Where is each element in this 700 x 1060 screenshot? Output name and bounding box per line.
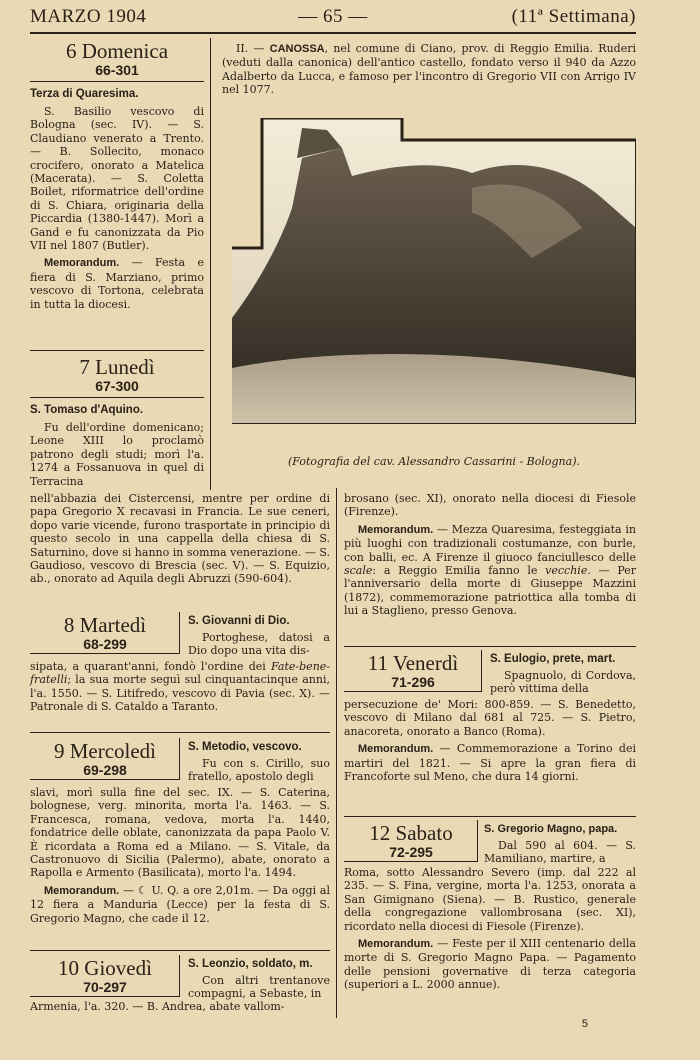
day-12-continuation (344, 866, 636, 994)
day-9-saint: S. Metodio, vescovo. (188, 741, 302, 753)
photo-caption: (Fotografia del cav. Alessandro Cassarini - Bologna). (288, 455, 580, 468)
day-6-name: 6 Domenica (65, 39, 169, 63)
day-11-memorandum (344, 742, 636, 783)
day-10-saint: S. Leonzio, soldato, m. (188, 958, 313, 970)
day-6-memo-text: — Festa e fiera di S. Marziano, primo vescovo di Tortona, celebrata in tutta la diocesi. (30, 256, 204, 311)
mid-lent-memo-c: . — Per l'anniversario della morte di Giuseppe Mazzini (1872), commemorazione patriottica alla tomba di lui a Staglieno, presso Genova. (344, 564, 637, 618)
day-10-text-part2: Armenia, l'a. 320. — B. Andrea, abate vallom- (30, 1000, 285, 1013)
day-9-memorandum (30, 884, 330, 925)
day-11-saint: S. Eulogio, prete, mart. (490, 653, 616, 665)
day-6-section (30, 40, 204, 313)
article-block (222, 42, 636, 99)
mid-lent-memo-label: Memorandum. (358, 523, 434, 536)
day-7-name: 7 Lunedì (79, 355, 155, 379)
day-8-side (188, 614, 330, 660)
day-11-side (490, 652, 636, 698)
day-6-end-rule (30, 350, 204, 351)
day-6-memorandum (30, 256, 204, 311)
day-9-side (188, 740, 330, 786)
header-page-number: — 65 — (298, 6, 368, 27)
day-8-text-part2 (30, 660, 330, 714)
day-11-memo-text: — Commemorazione a Torino dei martiri del 1821. — Si apre la gran fiera di Francoforte sul Meno, che dura 14 giorni. (344, 742, 636, 784)
signature-number: 5 (581, 1018, 588, 1030)
right-column-top (344, 492, 636, 620)
day-7-subtitle: S. Tomaso d'Aquino. (30, 404, 144, 416)
day-12-header (344, 822, 478, 860)
day-11-continuation (344, 698, 636, 785)
day-12-top-rule (344, 816, 636, 817)
day-12-saint: S. Gregorio Magno, papa. (484, 823, 618, 835)
day-12-number: 72-295 (389, 844, 433, 860)
article-title: CANOSSA (269, 43, 325, 55)
day-10-header (30, 957, 180, 995)
day-9-continuation (30, 786, 330, 927)
day-6-number: 66-301 (95, 62, 139, 78)
day-12-memo-text: — Feste per il XIII centenario della morte di S. Gregorio Magno Papa. — Pagamento delle pensioni governative di terza categoria (superiori a L. 2000 annue). (344, 937, 636, 992)
day-8-saint: S. Giovanni di Dio. (188, 615, 290, 627)
day-9-memo-text: — ☾ U. Q. a ore 2,01m. — Da oggi al 12 fiera a Manduria (Lecce) per la festa di S. Gregorio Magno, che cade il 12. (30, 883, 330, 925)
day-9-text-part1: Fu con s. Cirillo, suo fratello, apostolo degli (188, 757, 330, 784)
mid-lent-memorandum (344, 523, 636, 618)
day-8-text-c: ; la sua morte seguì sul cinquantacinque anni, l'a. 1550. — S. Litifredo, vescovo di Pavia (sec. X). — Patronale di S. Cataldo a Taranto. (30, 673, 330, 714)
day-11-text-part2: persecuzione de' Mori: 800-859. — S. Benedetto, vescovo di Milano dal 681 al 725. — S. Pietro, anacoreta, onorato a Banco (Roma). (344, 698, 636, 738)
day-7-continuation (30, 492, 330, 588)
day-8-continuation (30, 660, 330, 716)
day-10-continuation (30, 1000, 330, 1015)
day-10-side (188, 957, 330, 1003)
day-7-number: 67-300 (95, 378, 139, 394)
mid-lent-memo-b: : a Reggio Emilia fanno le (372, 564, 546, 578)
mid-lent-memo-a: — Mezza Quaresima, festeggiata in più luoghi con tradizionali costumanze, con burle, con balli, ec. A Firenze il giuoco fanciullesco delle (344, 522, 636, 564)
day-12-side (484, 822, 636, 868)
article-text: II. — CANOSSA, nel comune di Ciano, prov. di Reggio Emilia. Ruderi (veduti dalla canonica) dell'antico castello, fondato verso il 940 da Azzo Adalberto da Lucca, e famoso per l'incontro di Gregorio VII con Arrigo IV nel 1077. (222, 42, 636, 97)
day-9-name: 9 Mercoledì (53, 739, 157, 763)
day-8-number: 68-299 (83, 636, 127, 652)
day-7-section (30, 356, 204, 490)
day-10-text-part1: Con altri trentanove compagni, a Sebaste, in (188, 974, 330, 1001)
day-6-rule (30, 81, 204, 82)
day-7-text-part2: nell'abbazia dei Cistercensi, mentre per ordine di papa Gregorio X recavasi in Francia. Le sue ceneri, dopo varie vicende, furono trasportate in principio di questo secolo in una cappella della chiesa di S. Saturnino, dove si hanno in somma venerazione. — S. Gaudioso, vescovo di Brescia (sec. V). — S. Equizio, ab., onorato ad Aquila degli Abruzzi (590-604). (30, 492, 330, 586)
day-9-end-rule (30, 950, 330, 951)
day-11-number: 71-296 (391, 674, 435, 690)
day-11-name: 11 Venerdì (367, 651, 459, 675)
header-week: (11ª Settimana) (511, 6, 636, 27)
day-9-text-part2: slavi, morì sulla fine del sec. IX. — S. Caterina, bolognese, verg. minorita, morta l'a. 1463. — S. Francesca, romana, vedova, morta l'a. 1440, fondatrice delle oblate, canonizzata da papa Paolo V. È ricordata a Roma ed a Milano. — S. Vitale, da Castronuovo di Sicilia (Palermo), abate, onorato a Rapolla e Armento (Basilicata), morto l'a. 1494. (30, 786, 330, 880)
article-number: II. (236, 42, 249, 55)
day-10-continuation-text: brosano (sec. XI), onorato nella diocesi di Fiesole (Firenze). (344, 492, 636, 519)
day-12-text-part2: Roma, sotto Alessandro Severo (imp. dal 222 al 235. — S. Fina, vergine, morta l'a. 1253, onorata a San Gimignano (Siena). — B. Rustico, generale della congregazione vallombrosana (sec. XI), ricordato nella diocesi di Fiesole (Firenze). (344, 866, 636, 933)
day-11-memo-label: Memorandum. (358, 743, 434, 756)
day-8-end-rule (30, 732, 330, 733)
day-6-subtitle: Terza di Quaresima. (30, 88, 139, 100)
day-10-number: 70-297 (83, 979, 127, 995)
day-11-top-rule (344, 646, 636, 647)
day-8-text-a: sipata, a quarant'anni, fondò l'ordine dei (30, 660, 272, 673)
day-8-header (30, 614, 180, 652)
day-9-header (30, 740, 180, 778)
column-separator-upper (210, 38, 211, 490)
mid-lent-memo-scale: scale (344, 564, 373, 578)
header-rule (30, 32, 636, 34)
day-8-text-part1: Portoghese, datosi a Dio dopo una vita dis- (188, 631, 330, 658)
day-12-text-part1: Dal 590 al 604. — S. Mamiliano, martire, a (484, 839, 636, 866)
day-6-header (30, 40, 204, 78)
column-separator-lower (336, 488, 337, 1018)
day-7-header (30, 356, 204, 394)
article-body: , nel comune di Ciano, prov. di Reggio Emilia. Ruderi (veduti dalla canonica) dell'antico castello, fondato verso il 940 da Azzo Adalberto da Lucca, e famoso per l'incontro di Gregorio VII con Arrigo IV nel 1077. (222, 42, 636, 97)
day-9-memo-label: Memorandum. (44, 884, 120, 897)
header-month: MARZO 1904 (30, 6, 147, 27)
canossa-photograph (232, 118, 636, 424)
day-6-text: S. Basilio vescovo di Bologna (sec. IV). — S. Claudiano venerato a Trento. — B. Sollecito, monaco crocifero, onorato a Matelica (Macerata). — S. Coletta Boilet, riformatrice dell'ordine di S. Chiara, originaria della Piccardia (1380-1447). Morì a Gand e fu canonizzata da Pio VII nel 1807 (Butler). (30, 105, 204, 253)
day-7-rule (30, 397, 204, 398)
day-8-name: 8 Martedì (63, 613, 147, 637)
day-12-memorandum (344, 937, 636, 992)
day-11-header (344, 652, 482, 690)
day-6-memo-label: Memorandum. (44, 257, 120, 270)
day-8-order-name: Fate-bene-fratelli (30, 660, 330, 687)
day-7-text-part1: Fu dell'ordine domenicano; Leone XIII lo proclamò patrono degli studi; morì l'a. 1274 a Fossanuova in quel di Terracina (30, 421, 204, 488)
day-11-text-part1: Spagnuolo, di Cordova, però vittima della (490, 669, 636, 696)
day-9-number: 69-298 (83, 762, 127, 778)
mid-lent-memo-vecchie: vecchie (545, 564, 588, 578)
day-12-name: 12 Sabato (369, 821, 453, 845)
day-10-name: 10 Giovedì (58, 956, 152, 980)
day-12-memo-label: Memorandum. (358, 938, 434, 951)
running-header (30, 6, 636, 32)
